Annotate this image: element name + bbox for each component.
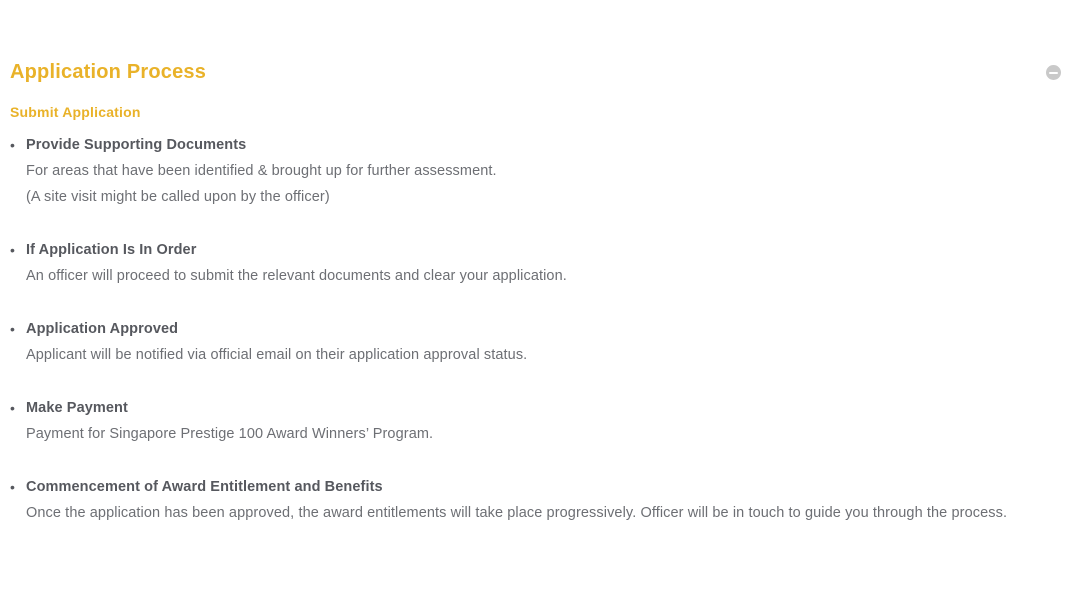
bullet-icon: • xyxy=(10,479,15,495)
step-description: (A site visit might be called upon by the officer) xyxy=(26,189,330,205)
step-description: Once the application has been approved, the award entitlements will take place progressively. Officer will be in touch to guide you through the process. xyxy=(26,505,1008,521)
list-item xyxy=(10,237,1049,289)
list-item xyxy=(10,395,1049,447)
list-item xyxy=(10,316,1049,368)
step-description: Applicant will be notified via official email on their application approval status. xyxy=(26,347,528,363)
step-title: If Application Is In Order xyxy=(26,242,197,258)
bullet-icon: • xyxy=(10,400,15,416)
collapse-minus-icon[interactable] xyxy=(1046,65,1061,80)
subheading-submit-application: Submit Application xyxy=(10,104,141,120)
section-header xyxy=(10,60,1061,84)
step-title: Make Payment xyxy=(26,400,128,416)
minus-bar xyxy=(1049,72,1058,74)
list-item xyxy=(10,474,1049,526)
bullet-icon: • xyxy=(10,321,15,337)
step-title: Application Approved xyxy=(26,321,179,337)
bullet-icon: • xyxy=(10,242,15,258)
list-item xyxy=(10,132,1049,210)
step-description: Payment for Singapore Prestige 100 Award Winners’ Program. xyxy=(26,426,434,442)
step-title: Provide Supporting Documents xyxy=(26,137,247,153)
step-description: For areas that have been identified & brought up for further assessment. xyxy=(26,163,497,179)
page-title: Application Process xyxy=(10,61,207,83)
step-description: An officer will proceed to submit the relevant documents and clear your application. xyxy=(26,268,567,284)
bullet-icon: • xyxy=(10,137,15,153)
step-title: Commencement of Award Entitlement and Benefits xyxy=(26,479,383,495)
steps-list xyxy=(10,132,1061,526)
